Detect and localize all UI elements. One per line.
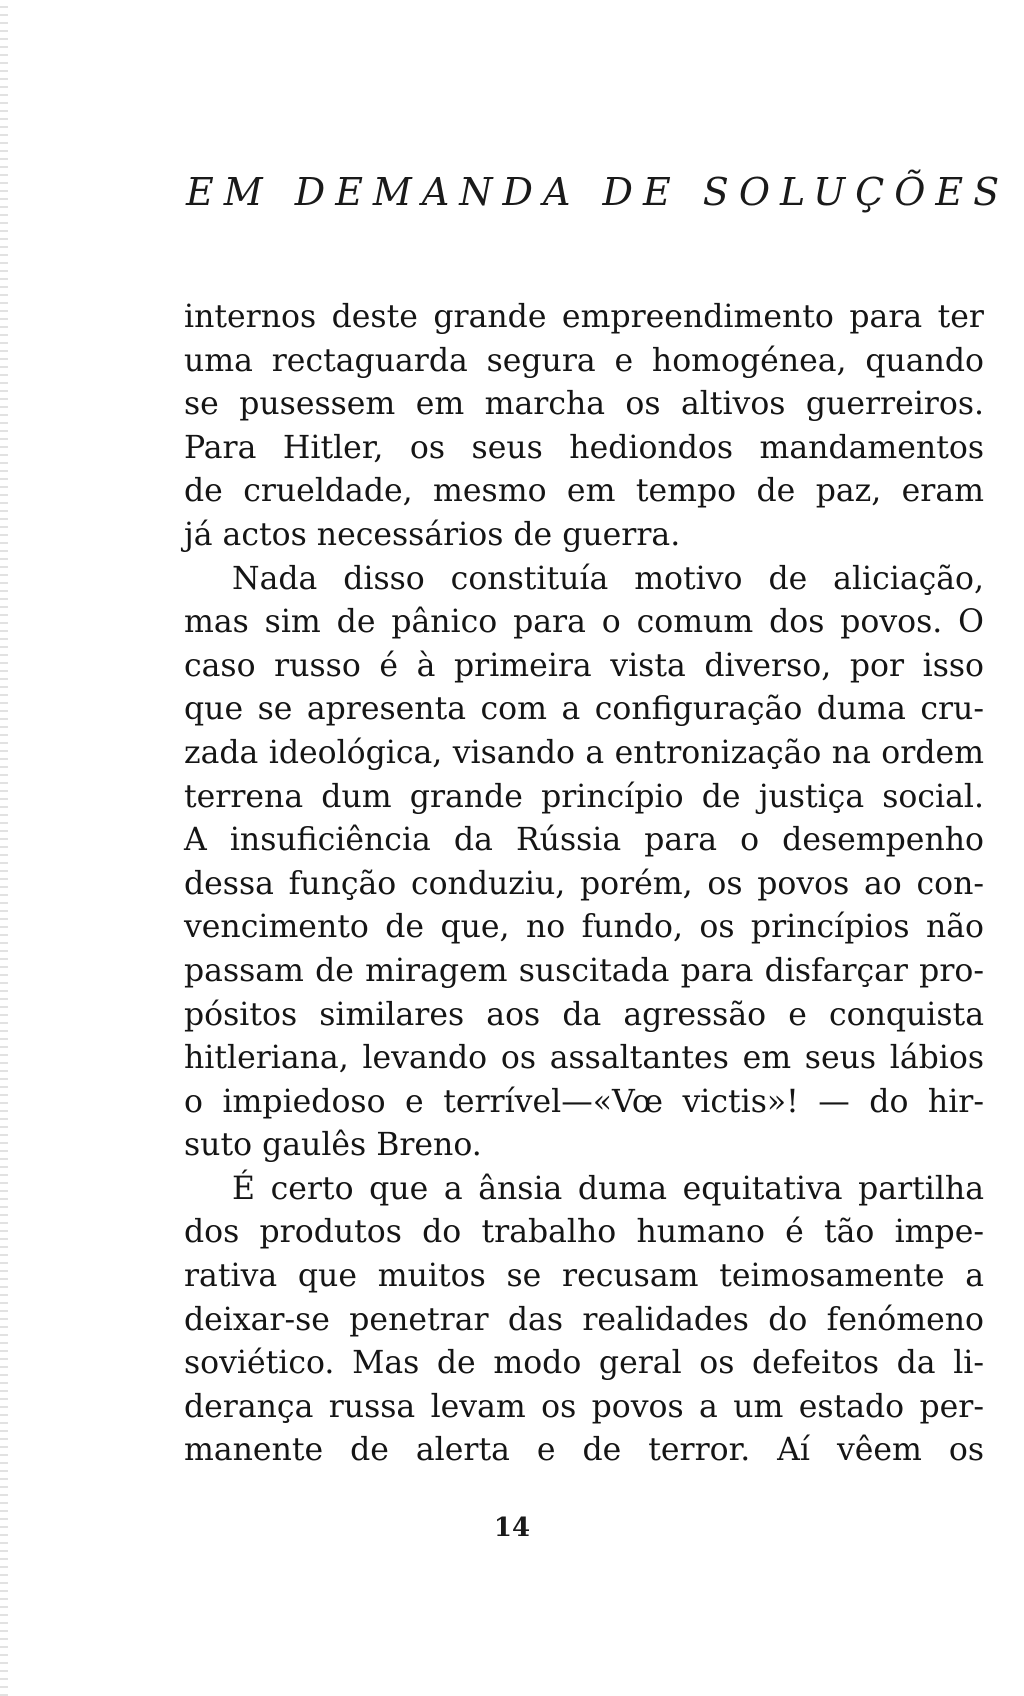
text-line: soviético. Mas de modo geral os defeitos da li-	[184, 1345, 984, 1382]
text-line: Nada disso constituía motivo de aliciação,	[232, 560, 984, 597]
text-line: A insuficiência da Rússia para o desempenho	[184, 822, 984, 859]
scan-edge	[0, 0, 8, 1696]
text-line: Para Hitler, os seus hediondos mandamentos	[184, 429, 984, 466]
text-line: É certo que a ânsia duma equitativa partilha	[232, 1170, 984, 1207]
text-line: se pusessem em marcha os altivos guerreiros.	[184, 386, 984, 423]
text-line: caso russo é à primeira vista diverso, por isso	[184, 647, 984, 684]
text-line: passam de miragem suscitada para disfarçar pro-	[184, 952, 984, 989]
text-line: mas sim de pânico para o comum dos povos. O	[184, 604, 984, 641]
running-head: EM DEMANDA DE SOLUÇÕES	[186, 170, 1010, 214]
text-line: vencimento de que, no fundo, os princípios não	[184, 909, 984, 946]
text-line: dessa função conduziu, porém, os povos ao con-	[184, 865, 984, 902]
text-line: dos produtos do trabalho humano é tão impe-	[184, 1214, 984, 1251]
text-line: terrena dum grande princípio de justiça social.	[184, 778, 984, 815]
text-line: internos deste grande empreendimento para ter	[184, 299, 984, 335]
paragraph	[184, 558, 984, 1168]
text-line: uma rectaguarda segura e homogénea, quando	[184, 342, 984, 379]
text-line: já actos necessários de guerra.	[184, 516, 681, 553]
body-text	[184, 296, 984, 1473]
text-line: pósitos similares aos da agressão e conquista	[184, 996, 984, 1033]
text-line: derança russa levam os povos a um estado per-	[184, 1388, 984, 1425]
paragraph	[184, 296, 984, 558]
text-line: zada ideológica, visando a entronização na ordem	[184, 734, 984, 771]
paragraph	[184, 1168, 984, 1473]
text-line: rativa que muitos se recusam teimosamente a	[184, 1258, 984, 1295]
text-line: manente de alerta e de terror. Aí vêem os	[184, 1432, 984, 1469]
text-line: suto gaulês Breno.	[184, 1127, 482, 1164]
text-line: que se apresenta com a configuração duma cru-	[184, 691, 984, 728]
text-line: o impiedoso e terrível—«Vœ victis»! — do hir-	[184, 1083, 984, 1120]
text-line: deixar-se penetrar das realidades do fenómeno	[184, 1301, 984, 1338]
text-line: hitleriana, levando os assaltantes em seus lábios	[184, 1040, 984, 1077]
page-number: 14	[493, 1513, 531, 1543]
text-line: de crueldade, mesmo em tempo de paz, eram	[184, 473, 984, 510]
